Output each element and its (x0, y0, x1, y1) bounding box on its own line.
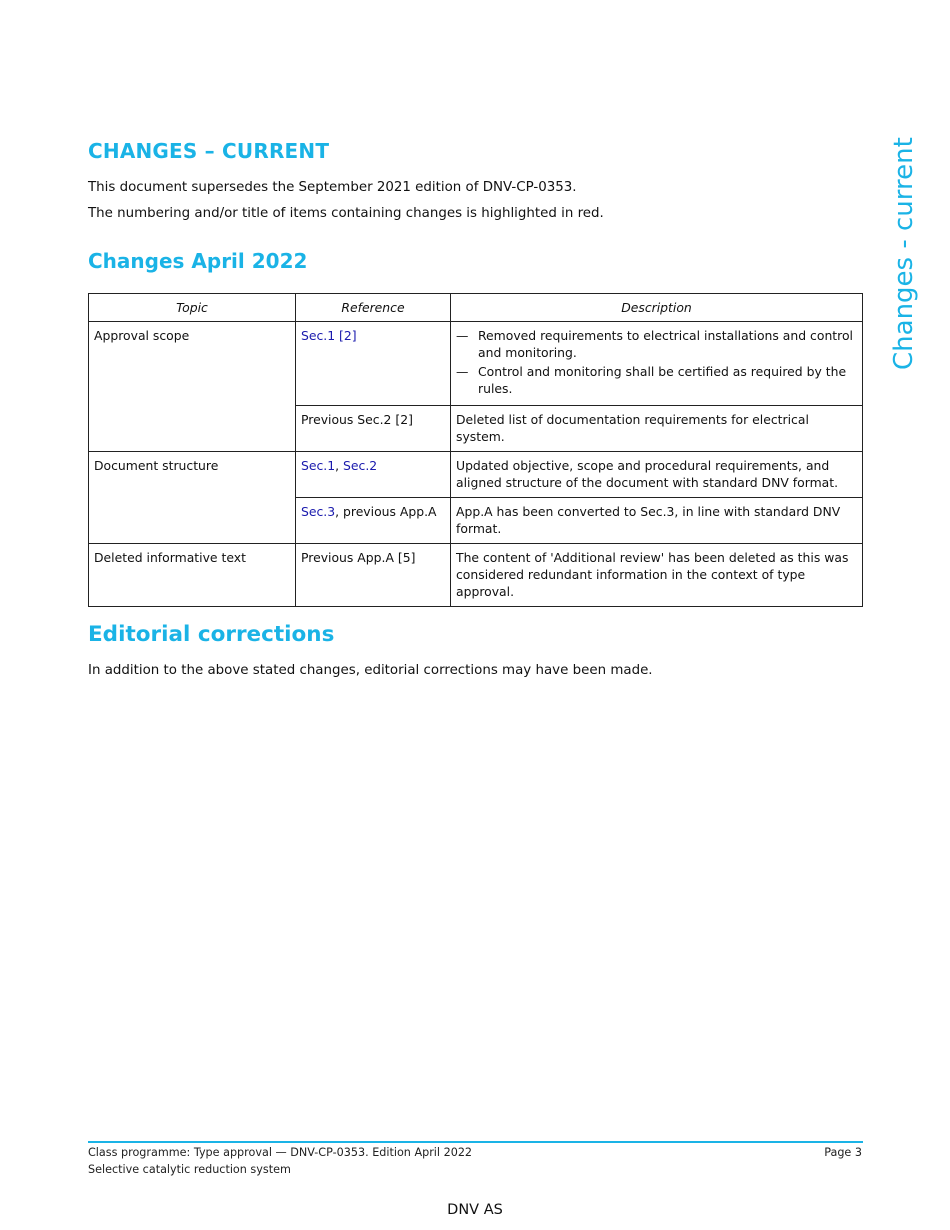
topic-cell: Document structure (89, 452, 296, 544)
reference-link[interactable]: Sec.3 (301, 504, 336, 519)
reference-link[interactable]: Sec.1 [2] (301, 328, 357, 343)
header-topic: Topic (89, 294, 296, 322)
reference-separator: , (335, 458, 344, 473)
reference-cell (296, 452, 451, 498)
table-row (89, 452, 863, 498)
editorial-heading: Editorial corrections (88, 622, 335, 647)
changes-table (88, 293, 863, 607)
editorial-paragraph: In addition to the above stated changes, editorial corrections may have been made. (88, 663, 653, 678)
intro-paragraph-1: This document supersedes the September 2021 edition of DNV-CP-0353. (88, 180, 577, 195)
table-header-row (89, 294, 863, 322)
footer-page-number: Page 3 (824, 1146, 862, 1159)
reference-link[interactable]: Sec.1 (301, 458, 336, 473)
footer-document-title: Class programme: Type approval — DNV-CP-0353. Edition April 2022 (88, 1146, 473, 1159)
footer-document-subtitle: Selective catalytic reduction system (88, 1163, 291, 1176)
description-cell: Deleted list of documentation requirements for electrical system. (451, 406, 863, 452)
description-cell (451, 322, 863, 406)
reference-cell: Previous App.A [5] (296, 544, 451, 607)
topic-cell: Deleted informative text (89, 544, 296, 607)
description-cell: The content of 'Additional review' has been deleted as this was considered redundant information in the context of type approval. (451, 544, 863, 607)
list-item: — Control and monitoring shall be certified as required by the rules. (456, 363, 857, 397)
reference-cell: Previous Sec.2 [2] (296, 406, 451, 452)
side-section-tab: Changes - current (889, 137, 919, 370)
description-cell: Updated objective, scope and procedural requirements, and aligned structure of the document with standard DNV format. (451, 452, 863, 498)
reference-text: , previous App.A (335, 504, 437, 519)
header-reference: Reference (296, 294, 451, 322)
company-name: DNV AS (447, 1202, 503, 1218)
changes-heading: Changes April 2022 (88, 249, 308, 273)
header-description: Description (451, 294, 863, 322)
topic-cell: Approval scope (89, 322, 296, 452)
table-row (89, 544, 863, 607)
reference-cell (296, 322, 451, 406)
reference-link[interactable]: Sec.2 (343, 458, 378, 473)
reference-cell (296, 498, 451, 544)
description-cell: App.A has been converted to Sec.3, in line with standard DNV format. (451, 498, 863, 544)
list-item: — Removed requirements to electrical installations and control and monitoring. (456, 327, 857, 361)
page-title: CHANGES – CURRENT (88, 139, 330, 163)
table-row (89, 322, 863, 406)
intro-paragraph-2: The numbering and/or title of items containing changes is highlighted in red. (88, 206, 604, 221)
footer-divider (88, 1141, 863, 1143)
description-list (456, 327, 857, 397)
